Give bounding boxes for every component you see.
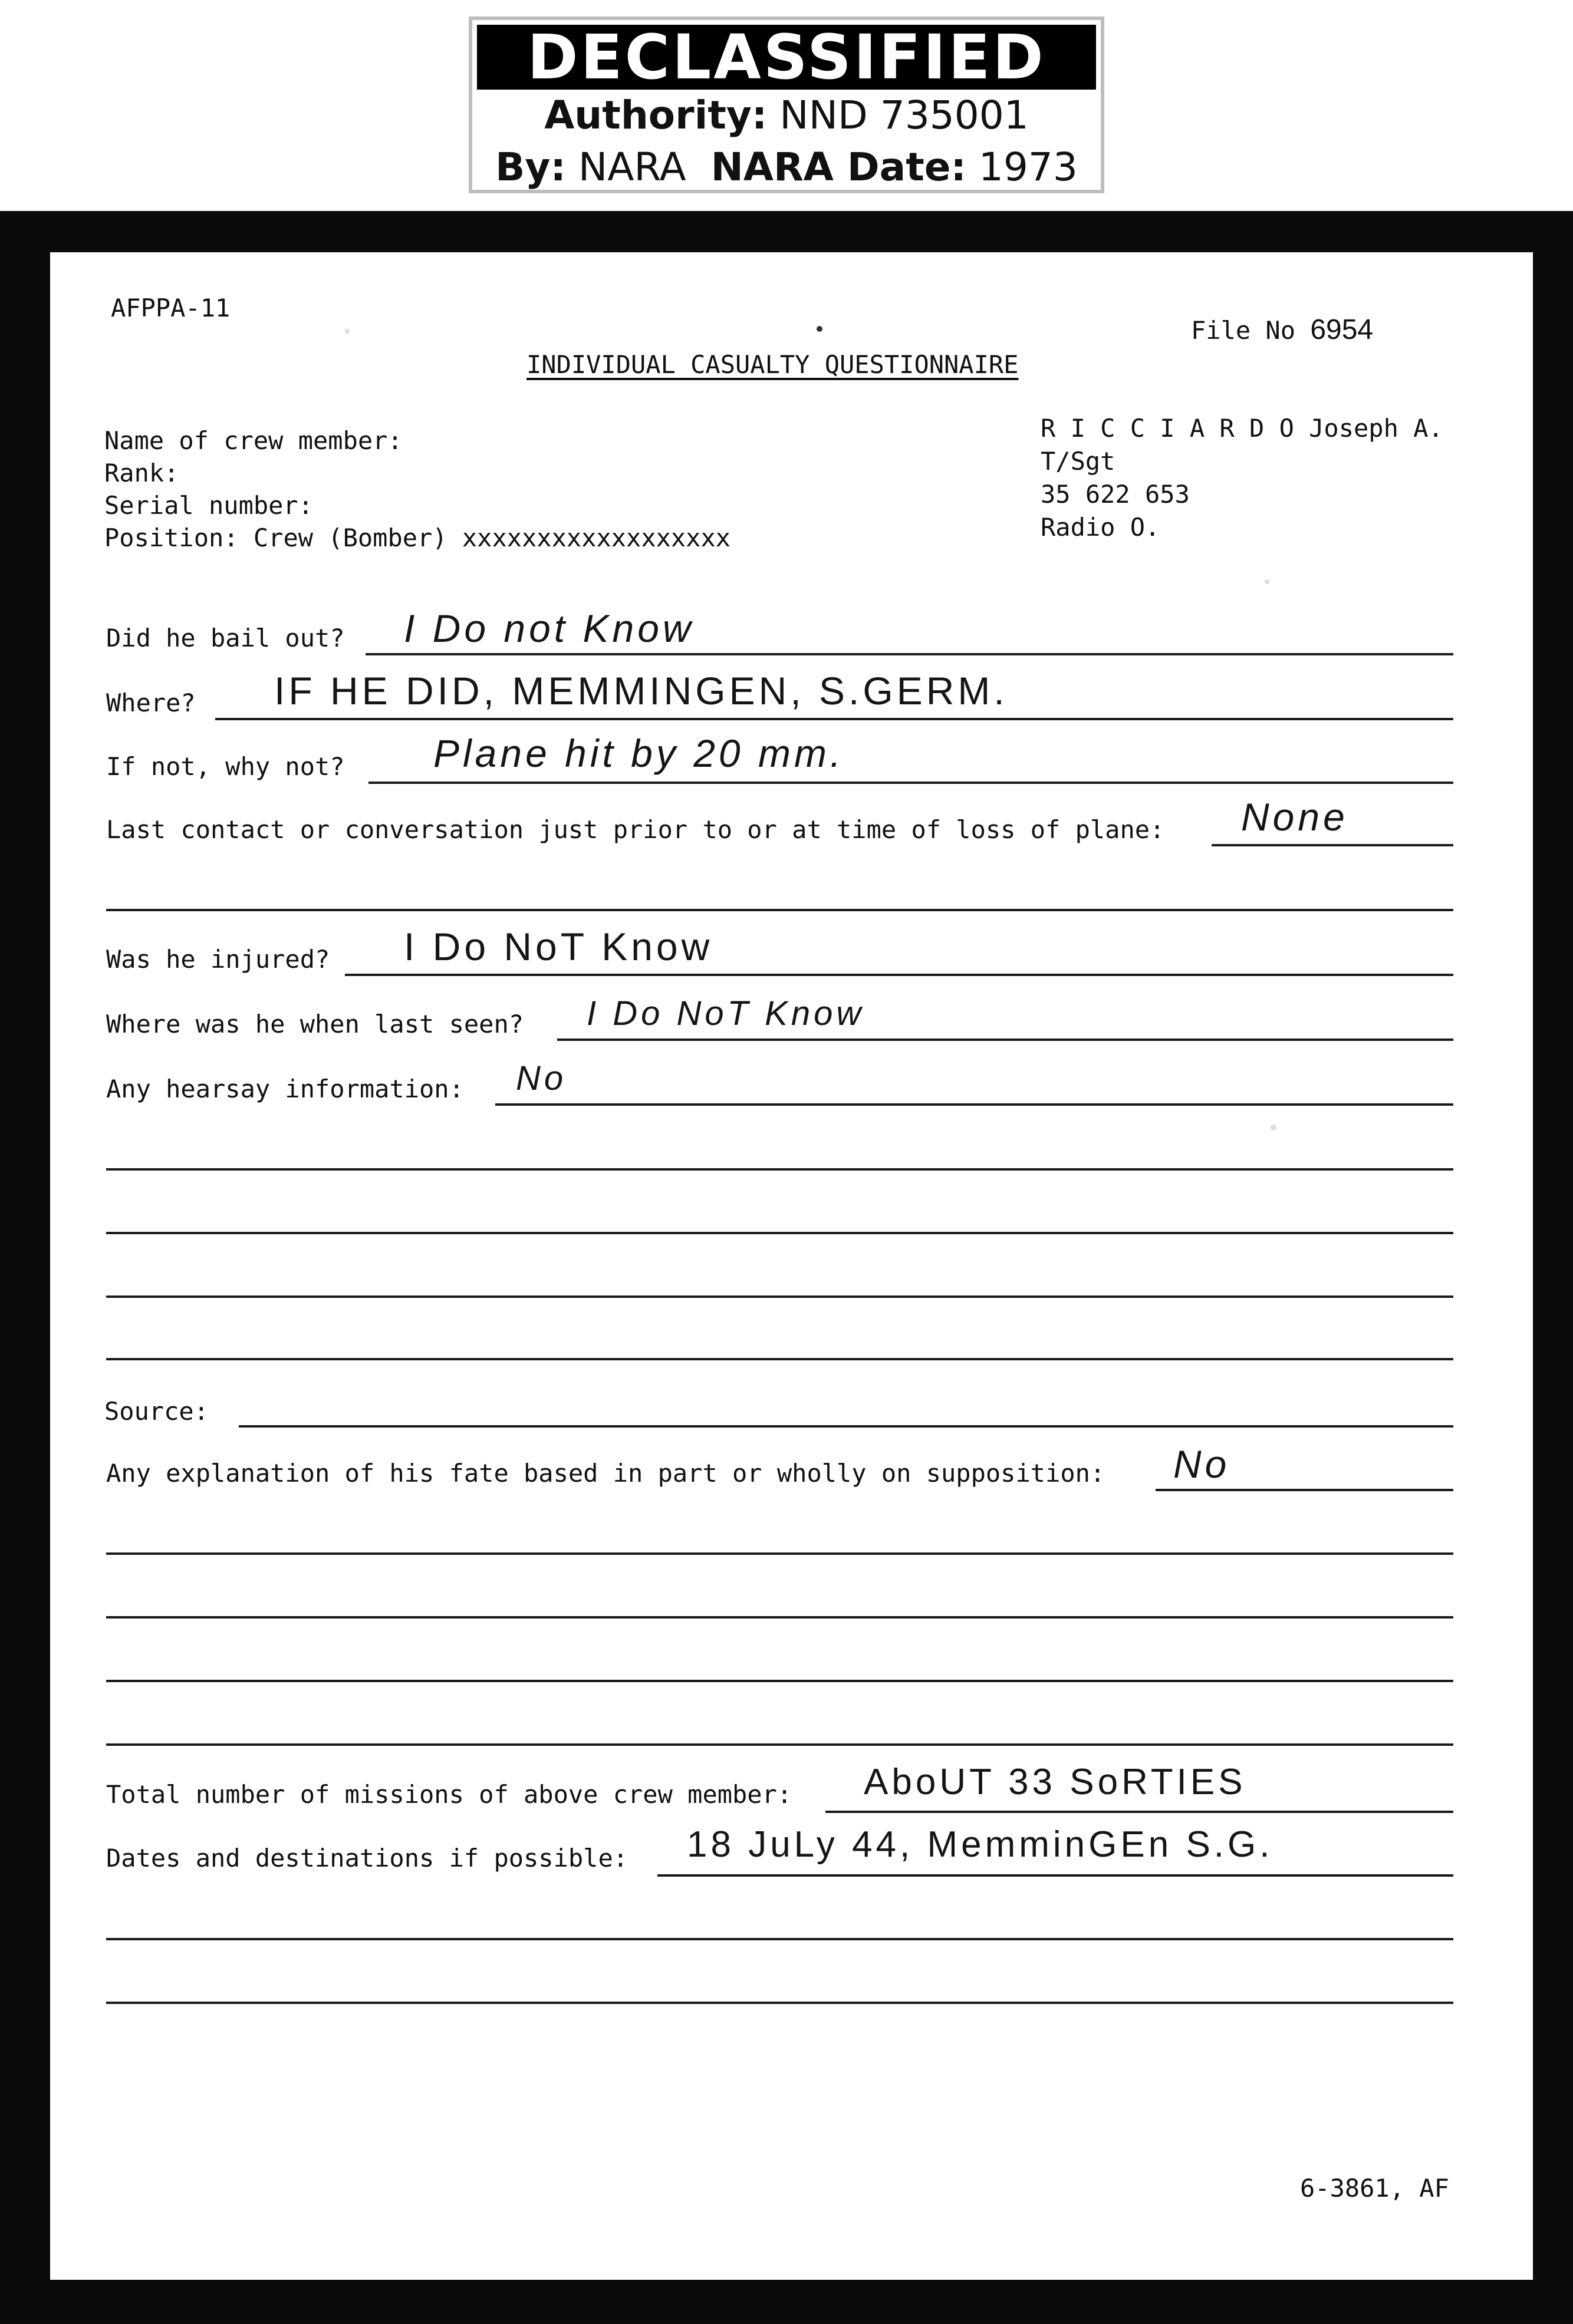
rank-value: T/Sgt — [1041, 447, 1115, 476]
last-seen-answer: I Do NoT Know — [587, 994, 865, 1033]
position-value: Crew (Bomber) xxxxxxxxxxxxxxxxxx — [253, 523, 731, 552]
missions-label: Total number of missions of above crew member: — [106, 1780, 792, 1809]
answer-line — [1156, 1489, 1453, 1491]
dates-label: Dates and destinations if possible: — [106, 1844, 628, 1873]
paper-speck — [345, 329, 350, 334]
blank-line — [106, 1358, 1453, 1360]
bail-out-answer: I Do not Know — [404, 606, 695, 650]
why-not-answer: Plane hit by 20 mm. — [433, 731, 845, 775]
blank-line — [106, 1232, 1453, 1234]
declassified-stamp — [469, 17, 1104, 193]
authority-value: NND 735001 — [779, 93, 1029, 138]
blank-line — [106, 1938, 1453, 1940]
paper-speck — [1265, 579, 1269, 584]
authority-line — [472, 90, 1101, 141]
injured-label: Was he injured? — [106, 945, 330, 974]
blank-line — [106, 1616, 1453, 1618]
source-label: Source: — [104, 1397, 209, 1426]
form-title: INDIVIDUAL CASUALTY QUESTIONNAIRE — [526, 350, 1019, 379]
file-no-value: 6954 — [1310, 314, 1374, 345]
blank-line — [106, 909, 1453, 911]
bail-out-label: Did he bail out? — [106, 624, 345, 652]
dates-answer: 18 JuLy 44, MemminGEn S.G. — [687, 1824, 1273, 1865]
by-line — [472, 141, 1101, 193]
where-answer: IF HE DID, MEMMINGEN, S.GERM. — [274, 669, 1008, 713]
blank-line — [106, 1295, 1453, 1298]
nara-date-value: 1973 — [978, 144, 1078, 190]
blank-line — [106, 1552, 1453, 1555]
rank-label: Rank: — [104, 459, 179, 487]
name-value: R I C C I A R D O Joseph A. — [1041, 414, 1443, 443]
last-contact-label: Last contact or conversation just prior to or at time of loss of plane: — [106, 815, 1165, 844]
position-typed: Radio O. — [1041, 513, 1160, 542]
answer-line — [657, 1874, 1453, 1877]
blank-line — [106, 1743, 1453, 1746]
position-label-text: Position: — [104, 523, 239, 552]
authority-label: Authority: — [544, 93, 768, 138]
answer-line — [215, 718, 1453, 720]
missions-answer: AboUT 33 SoRTIES — [864, 1762, 1246, 1802]
answer-line — [1212, 844, 1453, 846]
paper-speck — [1271, 1125, 1276, 1130]
where-label: Where? — [106, 688, 196, 717]
last-contact-answer: None — [1241, 795, 1348, 839]
serial-value: 35 622 653 — [1041, 480, 1190, 509]
supposition-answer: No — [1173, 1442, 1230, 1486]
by-label: By: — [495, 144, 566, 190]
form-number: 6-3861, AF — [1300, 2174, 1449, 2203]
paper-speck — [817, 326, 822, 332]
declassified-banner: DECLASSIFIED — [477, 25, 1096, 90]
file-no-label: File No — [1191, 316, 1296, 345]
form-code: AFPPA-11 — [111, 294, 231, 322]
answer-line — [345, 974, 1453, 976]
hearsay-label: Any hearsay information: — [106, 1074, 464, 1103]
blank-line — [106, 1168, 1453, 1171]
position-label — [104, 523, 730, 552]
answer-line — [239, 1425, 1453, 1428]
hearsay-answer: No — [516, 1059, 567, 1097]
name-label: Name of crew member: — [104, 426, 403, 455]
injured-answer: I Do NoT Know — [404, 925, 713, 968]
blank-line — [106, 1680, 1453, 1682]
questionnaire-page — [50, 252, 1533, 2280]
supposition-label: Any explanation of his fate based in part or wholly on supposition: — [106, 1459, 1105, 1488]
answer-line — [557, 1039, 1453, 1041]
answer-line — [368, 782, 1453, 784]
blank-line — [106, 2002, 1453, 2004]
answer-line — [825, 1811, 1453, 1813]
file-no — [1191, 314, 1373, 346]
answer-line — [495, 1103, 1453, 1106]
serial-label: Serial number: — [104, 491, 314, 520]
why-not-label: If not, why not? — [106, 752, 345, 781]
nara-date-label: NARA Date: — [710, 144, 966, 190]
by-value: NARA — [578, 144, 686, 190]
last-seen-label: Where was he when last seen? — [106, 1010, 524, 1039]
answer-line — [366, 653, 1453, 655]
